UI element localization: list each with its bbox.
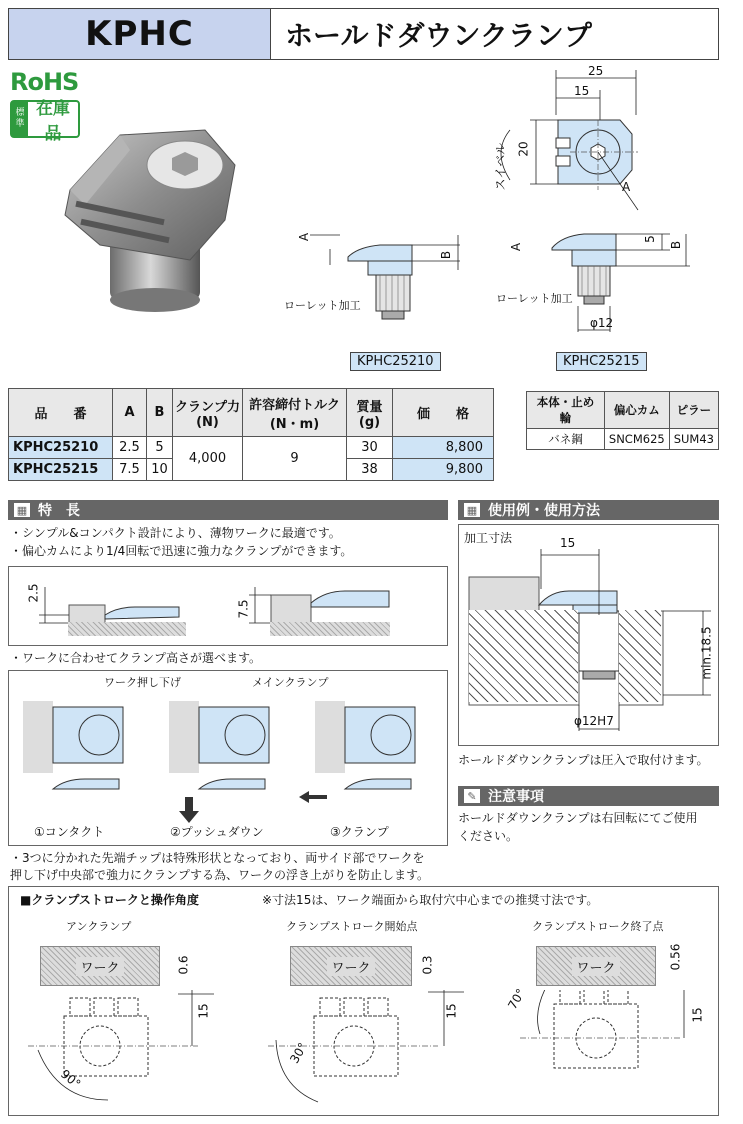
usage-dim-min: min.18.5 xyxy=(699,626,714,680)
cell-force: 4,000 xyxy=(173,437,243,481)
usage-label: 加工寸法 xyxy=(464,531,513,545)
panel-angle-3: 70° xyxy=(505,986,529,1012)
side-view-kphc25215 xyxy=(520,220,700,350)
model-label-2: KPHC25215 xyxy=(556,352,647,371)
dim-5: 5 xyxy=(642,235,657,243)
model-code: KPHC xyxy=(9,9,271,59)
part-number: KPHC25215 xyxy=(9,459,113,481)
panel-angle-1: 90° xyxy=(57,1066,84,1092)
panel-angle-2: 30° xyxy=(287,1040,311,1066)
work-label-1: ワーク xyxy=(76,957,123,976)
dim-A-1: A xyxy=(297,232,312,242)
cell-torque: 9 xyxy=(243,437,347,481)
step-contact: ①コンタクト xyxy=(34,825,105,839)
mat-pillar: SUM43 xyxy=(669,429,718,450)
table-row xyxy=(9,437,494,459)
usage-hatch-right xyxy=(619,610,661,702)
caution-header xyxy=(458,786,719,806)
col-header-torque: 許容締付トルク (N・m) xyxy=(243,389,347,437)
caution-line-2: ください。 xyxy=(458,829,519,843)
caution-line-1: ホールドダウンクランプは右回転にてご使用 xyxy=(458,811,698,825)
model-label-1: KPHC25210 xyxy=(350,352,441,371)
usage-header xyxy=(458,500,719,520)
features-title: 特 長 xyxy=(38,503,80,519)
feature-line-4: ・3つに分かれた先端チップは特殊形状となっており、両サイド部でワークを xyxy=(10,851,425,865)
cell-mass: 38 xyxy=(347,459,393,481)
panel-label-end: クランプストローク終了点 xyxy=(532,920,664,933)
page-header xyxy=(8,8,719,60)
feature-icon: ▦ xyxy=(14,503,30,517)
usage-note: ホールドダウンクランプは圧入で取付けます。 xyxy=(458,753,709,767)
panel-label-unclamp: アンクランプ xyxy=(66,920,132,933)
stock-text: 在庫品 xyxy=(36,99,70,144)
product-title: ホールドダウンクランプ xyxy=(271,9,718,59)
work-block-1 xyxy=(40,946,160,986)
panel-dim-top-1: 0.6 xyxy=(176,955,191,975)
col-header-pn: 品 番 xyxy=(9,389,113,437)
panel-label-start: クランプストローク開始点 xyxy=(286,920,418,933)
cell-price: 9,800 xyxy=(393,459,494,481)
stroke-note: ※寸法15は、ワーク端面から取付穴中心までの推奨寸法です。 xyxy=(262,893,599,907)
knurl-label-1: ローレット加工 xyxy=(284,299,361,312)
dim-A-top: A xyxy=(622,180,631,194)
mat-header-cam: 偏心カム xyxy=(604,392,669,429)
label-push: ワーク押し下げ xyxy=(104,676,181,689)
mat-body: バネ鋼 xyxy=(527,429,605,450)
work-block-2 xyxy=(290,946,412,986)
col-header-price: 価 格 xyxy=(393,389,494,437)
feature-line-1: ・シンプル&コンパクト設計により、薄物ワークに最適です。 xyxy=(10,526,341,540)
feature-line-5: 押し下げ中央部で強力にクランプする為、ワークの浮き上がりを防止します。 xyxy=(10,868,430,882)
cell-a: 7.5 xyxy=(113,459,147,481)
usage-icon: ▦ xyxy=(464,503,480,517)
spec-table xyxy=(8,388,494,481)
col-header-a: A xyxy=(113,389,147,437)
dim-15: 15 xyxy=(574,84,590,98)
hatched-base-2 xyxy=(270,622,390,636)
dim-25: 25 xyxy=(588,64,604,78)
usage-title: 使用例・使用方法 xyxy=(488,503,600,519)
feature-line-2: ・偏心カムにより1/4回転で迅速に強力なクランプができます。 xyxy=(10,544,353,558)
features-header xyxy=(8,500,448,520)
dim-7-5: 7.5 xyxy=(236,599,251,619)
panel-drawing-1 xyxy=(28,990,218,1112)
part-number: KPHC25210 xyxy=(9,437,113,459)
wrench-icon: ✎ xyxy=(464,789,480,803)
usage-dim-phi: φ12H7 xyxy=(574,714,614,728)
cell-b: 10 xyxy=(147,459,173,481)
panel-dim-15-1: 15 xyxy=(196,1003,211,1019)
mat-cam: SNCM625 xyxy=(604,429,669,450)
work-block-3 xyxy=(536,946,656,986)
cell-b: 5 xyxy=(147,437,173,459)
caution-title: 注意事項 xyxy=(488,789,544,805)
step-pushdown: ②プッシュダウン xyxy=(170,825,264,839)
panel-dim-15-3: 15 xyxy=(690,1007,705,1023)
panel-dim-15-2: 15 xyxy=(444,1003,459,1019)
dim-A-2: A xyxy=(509,242,524,252)
rohs-logo: RoHS xyxy=(10,68,79,96)
feature-line-3: ・ワークに合わせてクランプ高さが選べます。 xyxy=(10,651,262,665)
usage-dim-15: 15 xyxy=(560,536,576,550)
dim-20: 20 xyxy=(516,141,531,157)
panel-drawing-3 xyxy=(520,990,710,1112)
side-view-kphc25210 xyxy=(300,225,470,330)
work-label-3: ワーク xyxy=(572,957,619,976)
cell-price: 8,800 xyxy=(393,437,494,459)
hatched-base-1 xyxy=(68,622,186,636)
mat-header-pillar: ピラー xyxy=(669,392,718,429)
cell-mass: 30 xyxy=(347,437,393,459)
dim-B-2: B xyxy=(669,240,684,250)
cell-a: 2.5 xyxy=(113,437,147,459)
phi12-label: φ12 xyxy=(590,316,614,330)
stock-mark: 標準 xyxy=(12,102,28,136)
usage-hatch-left xyxy=(469,610,578,702)
label-main: メインクランプ xyxy=(252,676,329,689)
work-label-2: ワーク xyxy=(327,957,374,976)
step-clamp: ③クランプ xyxy=(330,825,389,839)
panel-dim-top-3: 0.56 xyxy=(668,943,683,971)
col-header-b: B xyxy=(147,389,173,437)
stroke-title: ■クランプストロークと操作角度 xyxy=(20,893,199,907)
col-header-mass: 質量 (g) xyxy=(347,389,393,437)
product-photo xyxy=(40,110,250,320)
dim-B-1: B xyxy=(439,250,454,260)
material-table xyxy=(526,391,719,450)
mat-header-body: 本体・止め輪 xyxy=(527,392,605,429)
col-header-force: クランプ力 (N) xyxy=(173,389,243,437)
knurl-label-2: ローレット加工 xyxy=(496,292,573,305)
dim-2-5: 2.5 xyxy=(26,583,41,603)
clamp-steps-diagram xyxy=(8,670,448,846)
panel-dim-top-2: 0.3 xyxy=(420,955,435,975)
swivel-label: スイベル xyxy=(493,142,508,191)
